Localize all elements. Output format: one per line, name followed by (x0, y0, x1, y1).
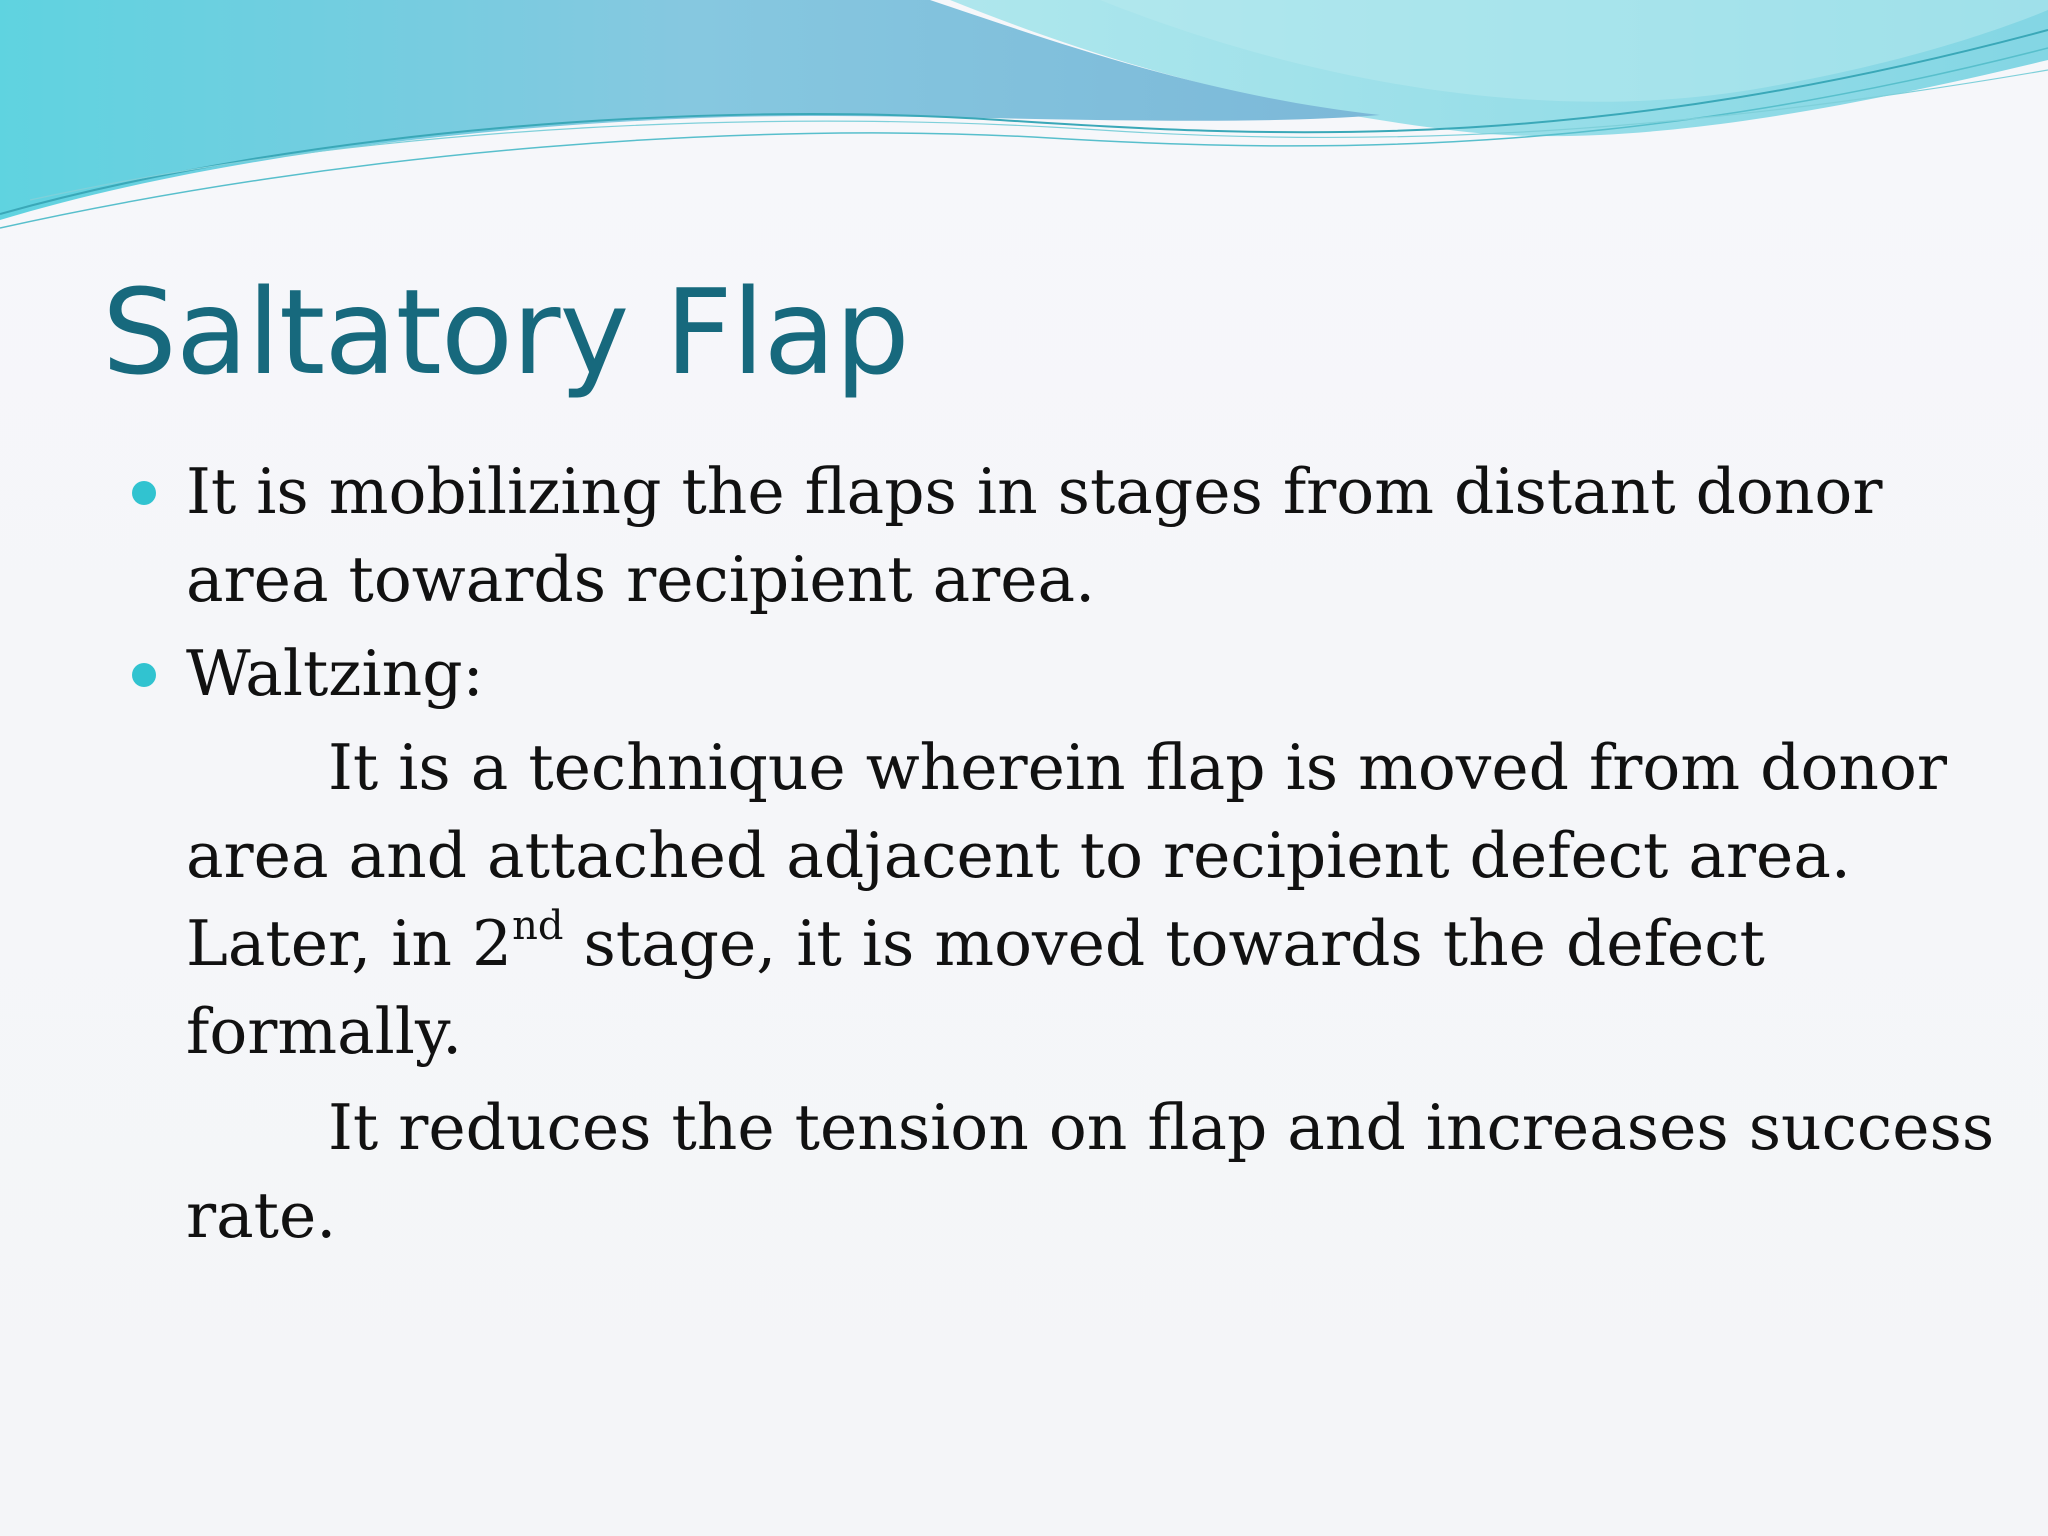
superscript-text: nd (512, 903, 564, 949)
bullet-text: Waltzing: (186, 637, 484, 710)
bullet-dot-icon (132, 481, 156, 505)
bullet-item (126, 630, 2006, 718)
bullet-text: It is mobilizing the flaps in stages from distant donor area towards recipient area. (186, 455, 1883, 616)
waltzing-description (186, 724, 2006, 1076)
paragraph-text: It reduces the tension on flap and increases success rate. (186, 1091, 1995, 1252)
bullet-dot-icon (132, 663, 156, 687)
bullet-item (126, 448, 2006, 624)
wave-header-decoration (0, 0, 2048, 240)
paragraph-text: stage, it is moved towards the defect formally. (186, 907, 1765, 1068)
tension-note (186, 1084, 2006, 1260)
paragraph-text: It is a technique wherein flap is moved from donor area and attached adjacent to recipient defect area. Later, in 2 (186, 731, 1947, 980)
slide-body (126, 448, 2006, 1268)
slide-title: Saltatory Flap (102, 263, 909, 401)
